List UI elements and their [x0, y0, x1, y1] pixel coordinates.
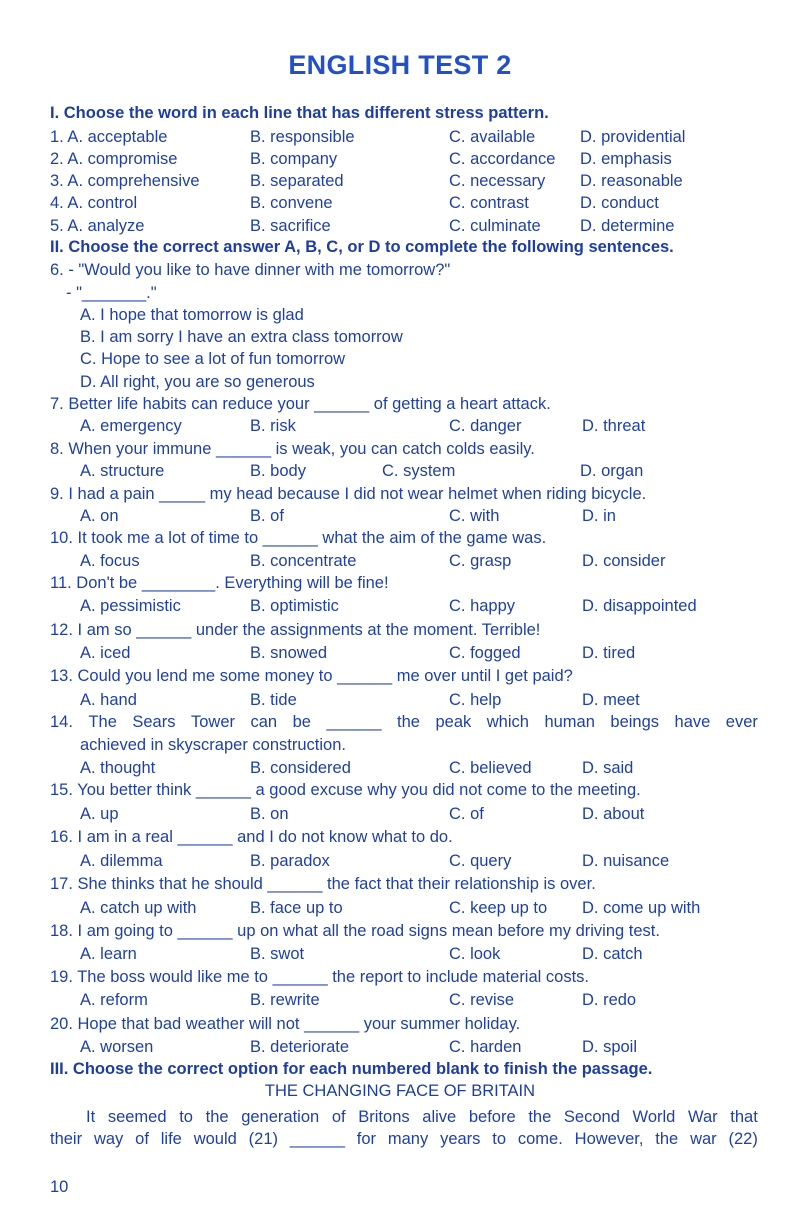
question-8-option-a: A. structure — [80, 462, 165, 480]
question-17-stem: 17. She thinks that he should ______ the fact that their relationship is over. — [50, 875, 596, 893]
passage-word: war — [690, 1130, 717, 1148]
question-15-option-b: B. on — [250, 805, 289, 823]
passage-word: It — [86, 1108, 96, 1126]
page-title: ENGLISH TEST 2 — [288, 50, 512, 80]
passage-word: that — [730, 1108, 758, 1126]
passage-word: of — [331, 1108, 346, 1126]
question-12-stem: 12. I am so ______ under the assignments at the moment. Terrible! — [50, 621, 541, 639]
question-14-word: peak — [435, 713, 472, 731]
section-1-heading: I. Choose the word in each line that has different stress pattern. — [50, 104, 549, 122]
passage-word: generation — [241, 1108, 320, 1126]
question-8-option-b: B. body — [250, 462, 306, 480]
question-14-option-c: C. believed — [449, 759, 532, 777]
question-7-option-a: A. emergency — [80, 417, 182, 435]
question-6-stem: 6. - "Would you like to have dinner with me tomorrow?" — [50, 261, 451, 279]
question-6-option-d: D. All right, you are so generous — [80, 373, 315, 391]
passage-word: to — [492, 1130, 507, 1148]
passage-word: Britons — [358, 1108, 410, 1126]
question-8-stem: 8. When your immune ______ is weak, you can catch colds easily. — [50, 440, 535, 458]
question-16-option-d: D. nuisance — [582, 852, 670, 870]
passage-word: World — [632, 1108, 676, 1126]
stress-row-2-option-c: C. accordance — [449, 150, 556, 168]
question-11-option-c: C. happy — [449, 597, 516, 615]
question-14-stem-line-2: achieved in skyscraper construction. — [80, 736, 346, 754]
stress-row-1-option-d: D. providential — [580, 128, 686, 146]
question-10-stem: 10. It took me a lot of time to ______ what the aim of the game was. — [50, 529, 547, 547]
passage-word: the — [528, 1108, 552, 1126]
section-3-heading: III. Choose the correct option for each numbered blank to finish the passage. — [50, 1060, 653, 1078]
question-17-option-a: A. catch up with — [80, 899, 197, 917]
passage-word: for — [356, 1130, 377, 1148]
question-13-option-b: B. tide — [250, 691, 297, 709]
stress-row-5-option-b: B. sacrifice — [250, 217, 331, 235]
question-7-stem: 7. Better life habits can reduce your ______ of getting a heart attack. — [50, 395, 551, 413]
question-14-word: Tower — [190, 713, 235, 731]
question-10-option-b: B. concentrate — [250, 552, 357, 570]
stress-row-4-option-c: C. contrast — [449, 194, 529, 212]
stress-row-4-option-a: 4. A. control — [50, 194, 138, 212]
question-6-option-a: A. I hope that tomorrow is glad — [80, 306, 304, 324]
passage-word: seemed — [107, 1108, 167, 1126]
question-19-stem: 19. The boss would like me to ______ the report to include material costs. — [50, 968, 589, 986]
question-14-word: the — [397, 713, 420, 731]
stress-row-4-option-b: B. convene — [250, 194, 333, 212]
question-6-option-b: B. I am sorry I have an extra class tomorrow — [80, 328, 403, 346]
question-11-option-a: A. pessimistic — [80, 597, 181, 615]
passage-word: to — [179, 1108, 193, 1126]
passage-word: would — [193, 1130, 237, 1148]
question-9-stem: 9. I had a pain _____ my head because I did not wear helmet when riding bicycle. — [50, 485, 647, 503]
question-20-option-a: A. worsen — [80, 1038, 154, 1056]
question-14-stem-line-1 — [50, 712, 758, 732]
question-13-option-a: A. hand — [80, 691, 137, 709]
question-6-reply: - "_______." — [66, 284, 157, 302]
passage-word: before — [468, 1108, 516, 1126]
passage-title: THE CHANGING FACE OF BRITAIN — [264, 1082, 536, 1100]
question-6-option-c: C. Hope to see a lot of fun tomorrow — [80, 350, 346, 368]
passage-word: the — [205, 1108, 229, 1126]
passage-word: (21) — [248, 1130, 278, 1148]
passage-word: many — [387, 1130, 429, 1148]
stress-row-5-option-d: D. determine — [580, 217, 675, 235]
question-10-option-d: D. consider — [582, 552, 666, 570]
question-17-option-d: D. come up with — [582, 899, 701, 917]
question-16-option-a: A. dilemma — [80, 852, 163, 870]
question-7-option-d: D. threat — [582, 417, 646, 435]
question-11-option-b: B. optimistic — [250, 597, 339, 615]
stress-row-2-option-a: 2. A. compromise — [50, 150, 178, 168]
question-16-option-b: B. paradox — [250, 852, 330, 870]
question-7-option-b: B. risk — [250, 417, 296, 435]
question-11-stem: 11. Don't be ________. Everything will be fine! — [50, 574, 389, 592]
question-15-stem: 15. You better think ______ a good excuse why you did not come to the meeting. — [50, 781, 641, 799]
passage-word: However, — [574, 1130, 644, 1148]
question-11-option-d: D. disappointed — [582, 597, 697, 615]
passage-word: (22) — [728, 1130, 758, 1148]
passage-word: of — [135, 1130, 149, 1148]
passage-word: the — [655, 1130, 679, 1148]
stress-row-3-option-a: 3. A. comprehensive — [50, 172, 200, 190]
question-10-option-c: C. grasp — [449, 552, 512, 570]
passage-line-1 — [86, 1107, 758, 1127]
question-8-option-c: C. system — [382, 462, 456, 480]
stress-row-3-option-c: C. necessary — [449, 172, 546, 190]
question-18-option-b: B. swot — [250, 945, 305, 963]
question-19-option-a: A. reform — [80, 991, 148, 1009]
question-9-option-a: A. on — [80, 507, 119, 525]
passage-word: way — [93, 1130, 124, 1148]
passage-word: Second — [563, 1108, 620, 1126]
question-14-word: Sears — [132, 713, 176, 731]
question-17-option-b: B. face up to — [250, 899, 343, 917]
question-14-word: beings — [610, 713, 660, 731]
page-number: 10 — [50, 1178, 69, 1196]
question-15-option-a: A. up — [80, 805, 119, 823]
passage-word: their — [50, 1130, 83, 1148]
question-12-option-c: C. fogged — [449, 644, 521, 662]
question-10-option-a: A. focus — [80, 552, 140, 570]
question-20-option-b: B. deteriorate — [250, 1038, 350, 1056]
stress-row-2-option-d: D. emphasis — [580, 150, 672, 168]
passage-word: ______ — [289, 1130, 345, 1148]
question-20-option-c: C. harden — [449, 1038, 522, 1056]
stress-row-1-option-c: C. available — [449, 128, 536, 146]
passage-word: alive — [422, 1108, 457, 1126]
question-13-option-d: D. meet — [582, 691, 640, 709]
passage-word: come. — [517, 1130, 563, 1148]
question-14-word: ever — [725, 713, 758, 731]
stress-row-5-option-c: C. culminate — [449, 217, 541, 235]
passage-word: life — [160, 1130, 182, 1148]
question-9-option-d: D. in — [582, 507, 616, 525]
question-14-word: be — [292, 713, 311, 731]
question-14-option-a: A. thought — [80, 759, 156, 777]
passage-line-2 — [50, 1129, 758, 1149]
passage-word: years — [440, 1130, 481, 1148]
stress-row-1-option-a: 1. A. acceptable — [50, 128, 168, 146]
question-14-word: have — [674, 713, 711, 731]
question-16-option-c: C. query — [449, 852, 512, 870]
question-13-option-c: C. help — [449, 691, 502, 709]
question-18-option-a: A. learn — [80, 945, 137, 963]
question-8-option-d: D. organ — [580, 462, 644, 480]
passage-word: War — [688, 1108, 718, 1126]
question-9-option-c: C. with — [449, 507, 500, 525]
question-12-option-a: A. iced — [80, 644, 131, 662]
question-19-option-c: C. revise — [449, 991, 515, 1009]
stress-row-3-option-b: B. separated — [250, 172, 344, 190]
stress-row-2-option-b: B. company — [250, 150, 338, 168]
stress-row-4-option-d: D. conduct — [580, 194, 659, 212]
question-20-stem: 20. Hope that bad weather will not ______ your summer holiday. — [50, 1015, 521, 1033]
question-15-option-d: D. about — [582, 805, 645, 823]
question-14-word: human — [544, 713, 595, 731]
question-18-option-d: D. catch — [582, 945, 643, 963]
question-14-word: ______ — [326, 713, 382, 731]
question-14-option-b: B. considered — [250, 759, 351, 777]
question-9-option-b: B. of — [250, 507, 284, 525]
question-18-stem: 18. I am going to ______ up on what all the road signs mean before my driving test. — [50, 922, 660, 940]
question-17-option-c: C. keep up to — [449, 899, 548, 917]
stress-row-1-option-b: B. responsible — [250, 128, 355, 146]
question-16-stem: 16. I am in a real ______ and I do not know what to do. — [50, 828, 453, 846]
question-12-option-b: B. snowed — [250, 644, 328, 662]
section-2-heading: II. Choose the correct answer A, B, C, or D to complete the following sentences. — [50, 238, 674, 256]
question-7-option-c: C. danger — [449, 417, 522, 435]
question-19-option-d: D. redo — [582, 991, 637, 1009]
question-12-option-d: D. tired — [582, 644, 636, 662]
stress-row-5-option-a: 5. A. analyze — [50, 217, 145, 235]
question-14-option-d: D. said — [582, 759, 634, 777]
question-14-word: The — [88, 713, 117, 731]
question-14-word: which — [486, 713, 529, 731]
question-13-stem: 13. Could you lend me some money to ______ me over until I get paid? — [50, 667, 573, 685]
stress-row-3-option-d: D. reasonable — [580, 172, 683, 190]
question-15-option-c: C. of — [449, 805, 484, 823]
question-18-option-c: C. look — [449, 945, 501, 963]
question-19-option-b: B. rewrite — [250, 991, 320, 1009]
question-14-word: 14. — [50, 713, 73, 731]
question-14-word: can — [250, 713, 278, 731]
question-20-option-d: D. spoil — [582, 1038, 638, 1056]
